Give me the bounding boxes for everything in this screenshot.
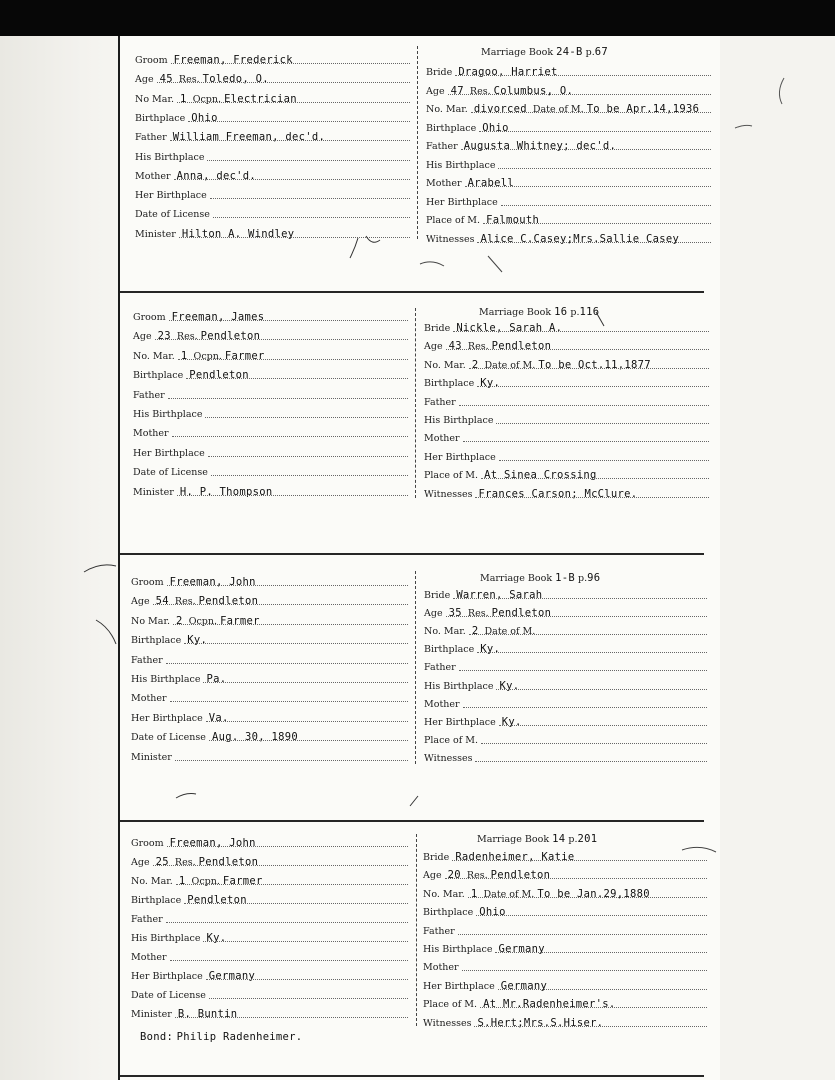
field-value: Arabell	[467, 177, 514, 189]
field-label: Groom	[135, 55, 168, 66]
field-label: Res.	[174, 596, 196, 608]
field-label: Mother	[423, 962, 459, 974]
field-label: Her Birthplace	[424, 451, 496, 463]
field-value: Va.	[208, 711, 229, 724]
field-label: Bride	[424, 590, 451, 601]
field-label: Birthplace	[424, 644, 475, 656]
field-label: Ocpn.	[188, 615, 218, 627]
field-label: Mother	[135, 170, 171, 182]
field-label: Date of License	[131, 990, 206, 1001]
field-value: Germany	[498, 943, 545, 955]
field-label: His Birthplace	[424, 680, 494, 692]
field-label: Date of M.	[484, 359, 536, 371]
field-label: Bride	[424, 323, 451, 334]
field-label: Ocpn.	[191, 876, 220, 887]
field-value: Pendleton	[200, 330, 261, 343]
field-label: Witnesses	[424, 488, 473, 500]
field-label: Res.	[466, 870, 488, 882]
field-value: Falmouth	[486, 214, 540, 226]
field-label: No. Mar.	[424, 626, 466, 638]
field-value: divorced	[473, 103, 527, 115]
field-value: 54	[155, 595, 169, 608]
marriage-book-header: Marriage Book 24-B p.67	[481, 46, 608, 58]
field-value: 23	[157, 330, 171, 343]
field-value: Hilton A. Windley	[181, 227, 295, 240]
field-label: Minister	[135, 228, 176, 240]
field-value: Ohio	[482, 121, 509, 134]
field-label: Birthplace	[426, 122, 477, 134]
field-label: Father	[423, 925, 455, 937]
field-label: Res.	[178, 74, 200, 86]
field-label: Birthplace	[131, 895, 182, 906]
field-label: Age	[424, 341, 443, 353]
field-label: Her Birthplace	[424, 716, 496, 728]
field-value: Germany	[208, 970, 256, 982]
field-value: To be Oct.11,1877	[538, 358, 651, 371]
field-label: Res.	[467, 608, 489, 620]
field-label: Father	[131, 914, 163, 925]
field-label: Witnesses	[426, 233, 475, 245]
field-label: Mother	[133, 428, 169, 440]
field-label: Her Birthplace	[135, 190, 207, 202]
field-label: Age	[133, 331, 152, 343]
field-value: Toledo, O.	[202, 73, 269, 86]
field-value: Germany	[500, 979, 548, 992]
pen-stroke	[735, 125, 752, 128]
field-label: Birthplace	[131, 635, 182, 647]
bond-label: Bond:	[140, 1031, 174, 1043]
pen-stroke	[779, 78, 784, 104]
pen-stroke	[350, 238, 358, 258]
field-label: Minister	[131, 1009, 172, 1020]
field-value: 43	[448, 340, 462, 353]
field-label: No Mar.	[131, 615, 170, 627]
field-value: 2	[176, 614, 183, 627]
field-value: Pendleton	[490, 869, 551, 882]
pen-stroke	[366, 236, 380, 242]
field-value: Freeman, Frederick	[173, 54, 293, 66]
field-label: Date of M.	[484, 626, 536, 638]
field-label: Date of License	[133, 467, 208, 479]
field-label: Father	[135, 132, 167, 144]
field-value: Ky.	[206, 932, 227, 944]
field-label: Father	[133, 389, 165, 401]
field-label: Father	[424, 662, 456, 674]
pen-stroke	[410, 796, 418, 806]
field-value: Ohio	[479, 906, 506, 919]
field-label: Bride	[423, 852, 450, 863]
field-label: His Birthplace	[423, 944, 493, 955]
field-value: 1	[180, 92, 187, 105]
field-label: Place of M.	[424, 734, 479, 746]
field-label: Father	[424, 396, 456, 408]
field-value: Freeman, James	[171, 311, 265, 323]
field-value: Farmer	[222, 875, 263, 887]
field-value: Pendleton	[491, 340, 552, 353]
field-value: 47	[450, 84, 464, 97]
field-label: Minister	[131, 751, 172, 763]
pen-stroke	[176, 794, 196, 799]
field-label: Ocpn.	[193, 350, 222, 362]
field-label: Her Birthplace	[131, 971, 203, 982]
field-label: Birthplace	[424, 378, 475, 390]
field-label: Mother	[424, 433, 460, 445]
field-label: Mother	[424, 698, 460, 710]
field-label: Groom	[131, 577, 164, 588]
field-label: Groom	[131, 838, 164, 849]
field-label: Her Birthplace	[423, 980, 495, 992]
field-label: Birthplace	[133, 370, 184, 382]
field-label: His Birthplace	[424, 415, 494, 426]
field-value: Anna, dec'd.	[176, 169, 257, 182]
field-label: Bride	[426, 67, 453, 78]
field-label: His Birthplace	[131, 933, 201, 944]
field-value: 1	[470, 887, 478, 900]
pen-stroke	[596, 312, 604, 326]
field-value: 25	[155, 856, 169, 868]
field-label: No Mar.	[135, 93, 174, 105]
field-label: Birthplace	[423, 907, 474, 919]
field-label: Age	[135, 74, 154, 86]
field-label: His Birthplace	[426, 159, 496, 171]
field-label: Date of M.	[532, 104, 584, 115]
field-label: Witnesses	[423, 1017, 472, 1029]
field-label: Her Birthplace	[131, 712, 203, 724]
field-label: Res.	[176, 331, 198, 343]
field-label: Minister	[133, 486, 174, 498]
field-label: Birthplace	[135, 112, 186, 124]
field-value: B. Buntin	[177, 1008, 238, 1020]
field-value: Ky.	[501, 715, 522, 728]
field-label: Place of M.	[426, 215, 481, 226]
field-value: Ky.	[187, 634, 208, 647]
field-label: Mother	[426, 178, 462, 189]
field-label: Witnesses	[424, 752, 473, 764]
field-value: Pendleton	[189, 369, 249, 382]
field-label: No. Mar.	[133, 350, 175, 362]
field-label: His Birthplace	[131, 674, 201, 685]
field-label: Place of M.	[424, 470, 479, 482]
field-value: Ky.	[480, 377, 501, 390]
field-label: Her Birthplace	[426, 196, 498, 208]
field-value: Ky.	[499, 679, 520, 692]
field-value: To be Apr.14,1936	[586, 103, 700, 115]
field-value: Pa.	[206, 673, 227, 685]
field-label: Age	[423, 870, 442, 882]
field-value: Freeman, John	[169, 837, 256, 849]
field-value: H. P. Thompson	[179, 485, 273, 498]
field-value: Aug. 30, 1890	[211, 731, 299, 744]
field-value: Ohio	[191, 111, 218, 124]
field-value: Pendleton	[491, 607, 552, 620]
field-label: No. Mar.	[131, 876, 173, 887]
field-value: To be Jan.29,1880	[537, 887, 650, 900]
field-label: Age	[426, 85, 445, 97]
field-value: Farmer	[220, 614, 260, 627]
field-label: No. Mar.	[424, 359, 466, 371]
field-value: 45	[159, 73, 173, 86]
field-label: No. Mar.	[423, 888, 465, 900]
field-label: Date of License	[131, 732, 206, 744]
pen-stroke	[420, 262, 444, 266]
field-label: Age	[131, 857, 150, 868]
field-label: No. Mar.	[426, 104, 468, 115]
pen-stroke	[84, 565, 116, 572]
field-value: Pendleton	[198, 595, 259, 608]
field-label: Date of M.	[483, 888, 535, 900]
field-label: His Birthplace	[133, 409, 203, 420]
field-value: Ky.	[480, 643, 501, 656]
field-label: Her Birthplace	[133, 447, 205, 459]
field-value: 1	[180, 349, 188, 362]
field-value: Farmer	[224, 349, 265, 362]
field-value: Nickle, Sarah A.	[456, 322, 563, 334]
field-value: 2	[471, 358, 479, 371]
field-label: Date of License	[135, 209, 210, 221]
field-value: Warren, Sarah	[456, 589, 543, 601]
field-value: S.Hert;Mrs.S.Hiser.	[477, 1016, 604, 1029]
field-label: Father	[426, 141, 458, 152]
pen-stroke	[488, 256, 502, 272]
field-label: Groom	[133, 312, 166, 323]
marriage-book-header: Marriage Book 1-B p.96	[480, 572, 601, 584]
field-value: Dragoo, Harriet	[458, 66, 558, 78]
field-value: Pendleton	[198, 856, 259, 868]
field-label: Res.	[469, 85, 491, 97]
field-label: Res.	[467, 341, 489, 353]
field-label: Place of M.	[423, 999, 478, 1011]
field-value: Augusta Whitney; dec'd.	[463, 140, 617, 152]
field-label: Father	[131, 654, 163, 666]
pen-stroke	[682, 847, 716, 852]
field-value: At Sinea Crossing	[484, 469, 597, 482]
marriage-book-header: Marriage Book 16 p.116	[479, 306, 600, 318]
field-value: Pendleton	[187, 894, 247, 906]
field-label: Mother	[131, 693, 167, 705]
field-value: 2	[471, 625, 479, 638]
field-value: Columbus, O.	[493, 84, 574, 97]
pen-stroke	[96, 620, 116, 644]
field-value: Frances Carson; McClure.	[478, 487, 638, 500]
field-value: William Freeman, dec'd.	[172, 131, 326, 144]
field-value: At Mr.Radenheimer's.	[483, 998, 616, 1011]
field-label: His Birthplace	[135, 151, 205, 163]
field-value: Freeman, John	[169, 576, 256, 588]
field-label: Age	[424, 608, 443, 620]
field-label: Age	[131, 596, 150, 608]
field-value: 20	[447, 869, 461, 882]
bond-value: Philip Radenheimer.	[176, 1031, 303, 1043]
field-value: Electrician	[224, 92, 297, 105]
field-label: Ocpn.	[192, 93, 222, 105]
field-value: Alice C.Casey;Mrs.Sallie Casey	[480, 232, 680, 245]
field-value: 35	[448, 607, 462, 620]
field-label: Res.	[174, 857, 196, 868]
field-value: 1	[178, 875, 186, 887]
field-value: Radenheimer, Katie	[455, 851, 575, 863]
marriage-book-header: Marriage Book 14 p.201	[477, 833, 598, 845]
field-label: Mother	[131, 952, 167, 963]
